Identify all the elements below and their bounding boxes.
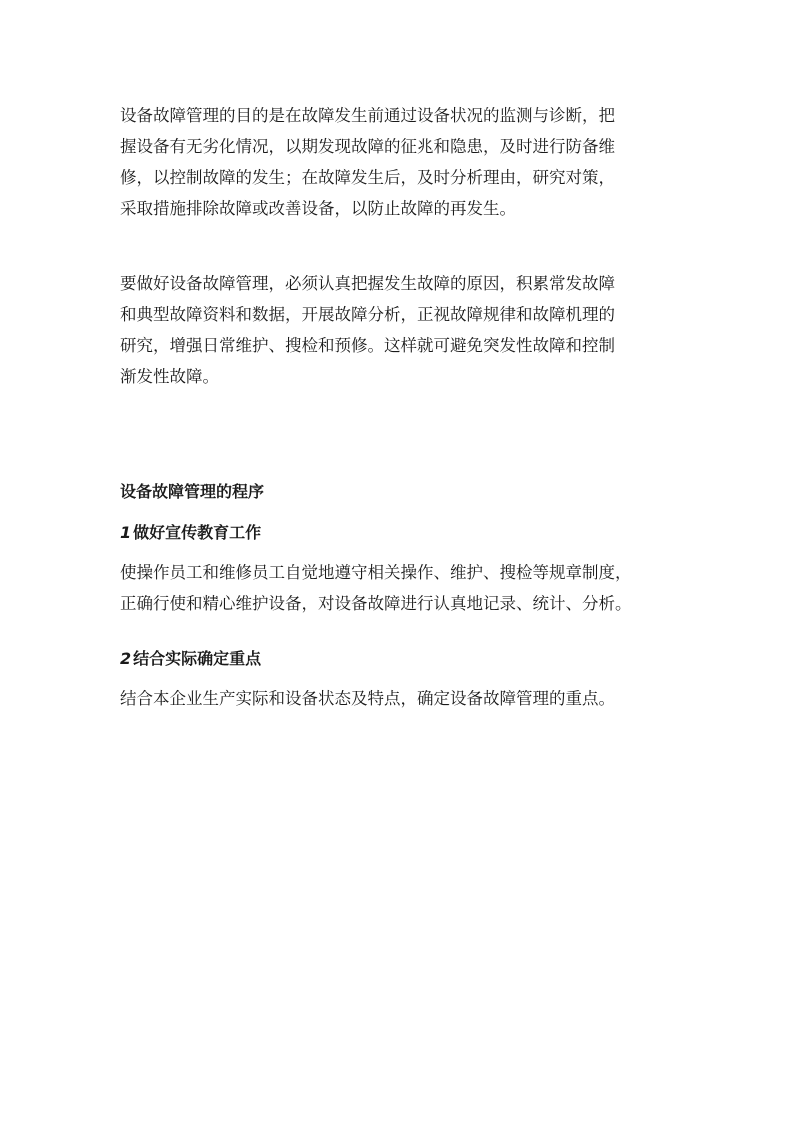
text-line: 修，以控制故障的发生；在故障发生后，及时分析理由，研究对策， <box>120 168 615 187</box>
step-1-paragraph <box>120 557 680 619</box>
step-2-heading <box>120 648 261 670</box>
text-line: 和典型故障资料和数据，开展故障分析，正视故障规律和故障机理的 <box>120 305 615 324</box>
text-line: 结合本企业生产实际和设备状态及特点，确定设备故障管理的重点。 <box>120 689 615 708</box>
text-line: 渐发性故障。 <box>120 367 219 386</box>
text-line: 研究，增强日常维护、搜检和预修。这样就可避免突发性故障和控制 <box>120 336 615 355</box>
procedure-title: 设备故障管理的程序 <box>120 482 265 501</box>
step-number: 1 <box>120 523 132 542</box>
step-title: 做好宣传教育工作 <box>133 523 262 542</box>
text-line: 要做好设备故障管理，必须认真把握发生故障的原因，积累常发故障 <box>120 274 615 293</box>
step-number: 2 <box>120 649 132 668</box>
step-2-paragraph <box>120 683 680 714</box>
step-title: 结合实际确定重点 <box>133 649 262 668</box>
text-line: 使操作员工和维修员工自觉地遵守相关操作、维护、搜检等规章制度， <box>120 563 632 582</box>
intro-paragraph-1 <box>120 100 680 224</box>
text-line: 握设备有无劣化情况，以期发现故障的征兆和隐患，及时进行防备维 <box>120 137 615 156</box>
text-line: 设备故障管理的目的是在故障发生前通过设备状况的监测与诊断，把 <box>120 106 615 125</box>
step-1-heading <box>120 522 261 544</box>
intro-paragraph-2 <box>120 268 680 392</box>
text-line: 正确行使和精心维护设备，对设备故障进行认真地记录、统计、分析。 <box>120 594 632 613</box>
text-line: 采取措施排除故障或改善设备，以防止故障的再发生。 <box>120 199 516 218</box>
